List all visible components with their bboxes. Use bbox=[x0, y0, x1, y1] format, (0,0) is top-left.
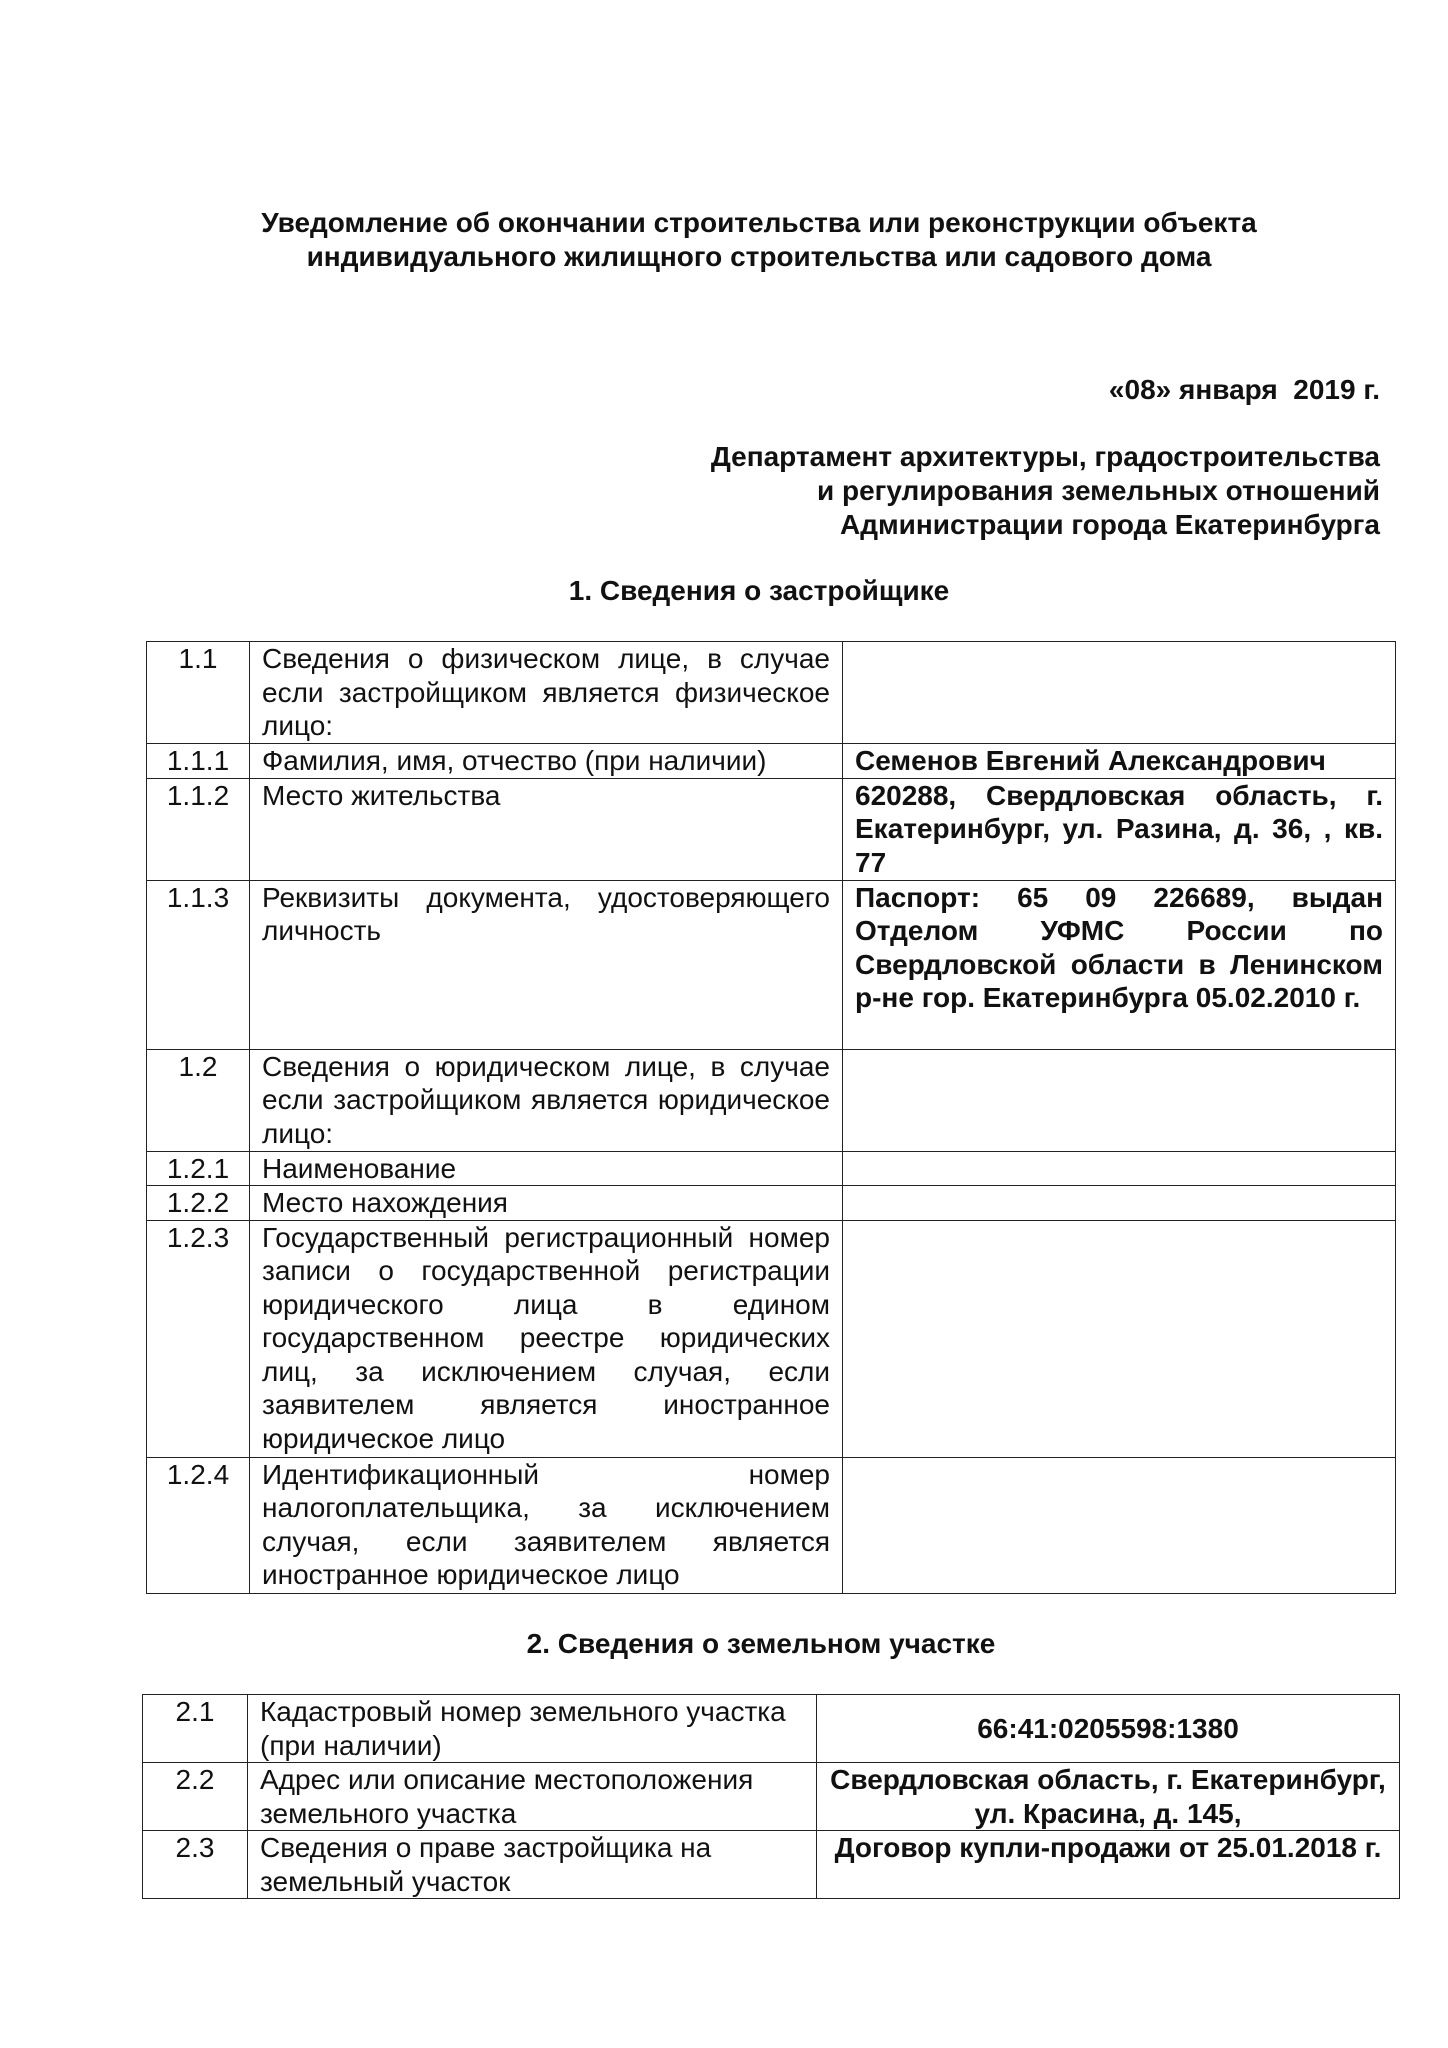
table-row bbox=[147, 1049, 1396, 1151]
table-row bbox=[147, 744, 1396, 779]
row-value: Договор купли-продажи от 25.01.2018 г. bbox=[817, 1831, 1400, 1899]
row-label: Идентификационный номер налогоплательщика, за исключением случая, если заявителем является иностранное юридическое лицо bbox=[250, 1457, 843, 1593]
row-label: Место жительства bbox=[250, 778, 843, 880]
row-number: 1.2.1 bbox=[147, 1151, 250, 1186]
row-number: 2.1 bbox=[143, 1695, 248, 1763]
row-number: 1.2 bbox=[147, 1049, 250, 1151]
row-value bbox=[843, 1151, 1396, 1186]
row-label: Наименование bbox=[250, 1151, 843, 1186]
table-row bbox=[147, 642, 1396, 744]
title-line-1: Уведомление об окончании строительства или реконструкции объекта bbox=[261, 207, 1257, 238]
recipient-line-3: Администрации города Екатеринбурга bbox=[839, 509, 1380, 540]
row-label: Сведения о праве застройщика на земельный участок bbox=[248, 1831, 817, 1899]
row-value: 66:41:0205598:1380 bbox=[817, 1695, 1400, 1763]
row-value: Семенов Евгений Александрович bbox=[843, 744, 1396, 779]
row-number: 1.1 bbox=[147, 642, 250, 744]
title-line-2: индивидуального жилищного строительства или садового дома bbox=[306, 241, 1212, 272]
row-number: 1.2.3 bbox=[147, 1220, 250, 1457]
row-label: Сведения о физическом лице, в случае если застройщиком является физическое лицо: bbox=[250, 642, 843, 744]
document-date: «08» января 2019 г. bbox=[1108, 374, 1380, 405]
row-number: 1.2.4 bbox=[147, 1457, 250, 1593]
row-number: 1.2.2 bbox=[147, 1186, 250, 1221]
table-row bbox=[147, 1186, 1396, 1221]
row-number: 2.2 bbox=[143, 1763, 248, 1831]
row-value: Паспорт: 65 09 226689, выдан Отделом УФМС России по Свердловской области в Ленинском р-не гор. Екатеринбурга 05.02.2010 г. bbox=[843, 880, 1396, 1049]
row-value bbox=[843, 1457, 1396, 1593]
table-row bbox=[147, 1457, 1396, 1593]
row-label: Фамилия, имя, отчество (при наличии) bbox=[250, 744, 843, 779]
row-value bbox=[843, 1220, 1396, 1457]
row-label: Кадастровый номер земельного участка (при наличии) bbox=[248, 1695, 817, 1763]
section-2-title: 2. Сведения о земельном участке bbox=[526, 1628, 996, 1659]
table-row bbox=[147, 1151, 1396, 1186]
row-value: Свердловская область, г. Екатеринбург, ул. Красина, д. 145, bbox=[817, 1763, 1400, 1831]
row-label: Адрес или описание местоположения земельного участка bbox=[248, 1763, 817, 1831]
row-label: Реквизиты документа, удостоверяющего личность bbox=[250, 880, 843, 1049]
row-number: 1.1.3 bbox=[147, 880, 250, 1049]
table-row bbox=[147, 880, 1396, 1049]
developer-info-table bbox=[146, 641, 1396, 1594]
row-value: 620288, Свердловская область, г. Екатеринбург, ул. Разина, д. 36, , кв. 77 bbox=[843, 778, 1396, 880]
table-row bbox=[143, 1695, 1400, 1763]
section-1-title: 1. Сведения о застройщике bbox=[568, 575, 950, 606]
row-label: Государственный регистрационный номер записи о государственной регистрации юридического лица в едином государственном реестре юридических лиц, за исключением случая, если заявителем является иностранное юридическое лицо bbox=[250, 1220, 843, 1457]
row-value bbox=[843, 1049, 1396, 1151]
row-label: Место нахождения bbox=[250, 1186, 843, 1221]
table-row bbox=[147, 1220, 1396, 1457]
row-number: 1.1.1 bbox=[147, 744, 250, 779]
recipient-line-1: Департамент архитектуры, градостроительства bbox=[710, 441, 1380, 472]
recipient-block bbox=[711, 440, 1380, 542]
table-row bbox=[143, 1831, 1400, 1899]
row-value bbox=[843, 642, 1396, 744]
row-number: 1.1.2 bbox=[147, 778, 250, 880]
land-plot-table bbox=[142, 1694, 1400, 1899]
table-row bbox=[143, 1763, 1400, 1831]
row-number: 2.3 bbox=[143, 1831, 248, 1899]
row-label: Сведения о юридическом лице, в случае если застройщиком является юридическое лицо: bbox=[250, 1049, 843, 1151]
row-value bbox=[843, 1186, 1396, 1221]
table-row bbox=[147, 778, 1396, 880]
document-title bbox=[150, 206, 1368, 274]
recipient-line-2: и регулирования земельных отношений bbox=[817, 475, 1380, 506]
